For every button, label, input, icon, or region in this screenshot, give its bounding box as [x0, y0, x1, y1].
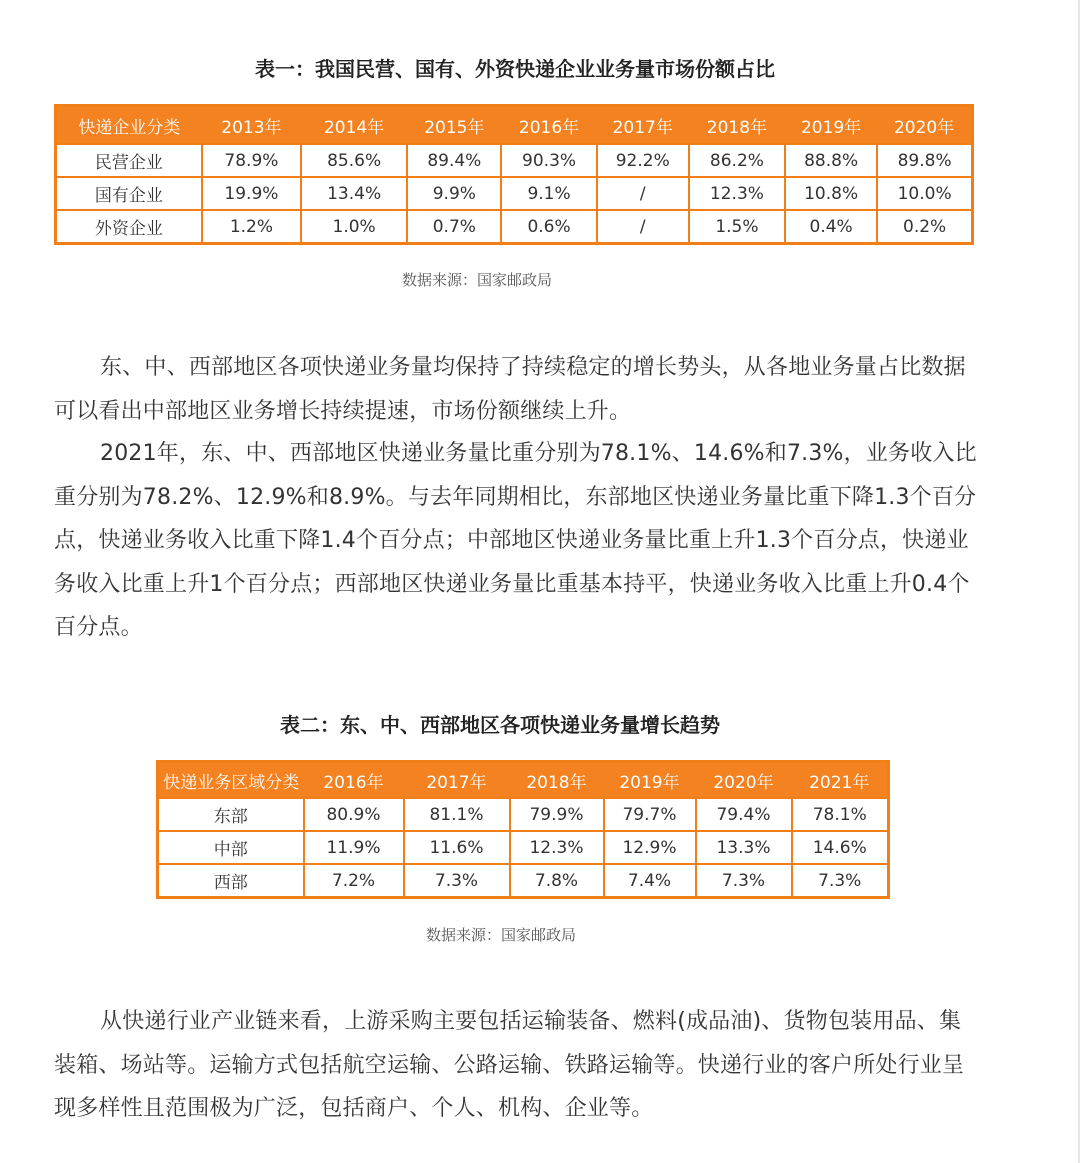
column-header-year: 2017年	[597, 106, 689, 145]
table1-source-note: 数据来源：国家邮政局	[402, 271, 553, 289]
column-header-year: 2016年	[501, 106, 596, 145]
column-header-year: 2018年	[510, 762, 604, 799]
body-paragraph: 从快递行业产业链来看，上游采购主要包括运输装备、燃料(成品油)、货物包装用品、集装箱、场站等。运输方式包括航空运输、公路运输、铁路运输等。快递行业的客户所处行业呈现多样性且范围极为广泛，包括商户、个人、机构、企业等。	[54, 1009, 965, 1121]
column-header-year: 2017年	[404, 762, 510, 799]
column-header-year: 2016年	[304, 762, 404, 799]
column-header-year: 2021年	[792, 762, 889, 799]
table-row	[56, 144, 973, 177]
table-cell: 79.7%	[604, 798, 696, 831]
column-header-year: 2013年	[202, 106, 301, 145]
row-label: 中部	[158, 831, 304, 864]
row-label: 民营企业	[56, 144, 202, 177]
row-label: 东部	[158, 798, 304, 831]
table-cell: 7.4%	[604, 864, 696, 898]
table-cell: 1.5%	[689, 210, 785, 244]
body-paragraph: 2021年，东、中、西部地区快递业务量比重分别为78.1%、14.6%和7.3%，业务收入比重分别为78.2%、12.9%和8.9%。与去年同期相比，东部地区快递业务量比重下降1.3个百分点，快递业务收入比重下降1.4个百分点；中部地区快递业务量比重上升1.3个百分点，快递业务收入比重上升1个百分点；西部地区快递业务量比重基本持平，快递业务收入比重上升0.4个百分点。	[54, 441, 977, 640]
table-cell: 0.7%	[407, 210, 501, 244]
table-cell: 7.2%	[304, 864, 404, 898]
table-cell: 1.2%	[202, 210, 301, 244]
table1-title: 表一：我国民营、国有、外资快递企业业务量市场份额占比	[255, 57, 775, 81]
table-cell: 19.9%	[202, 177, 301, 210]
table-cell: 79.4%	[696, 798, 792, 831]
table-cell: 13.4%	[301, 177, 407, 210]
table-cell: 0.6%	[501, 210, 596, 244]
column-header-category: 快递业务区域分类	[158, 762, 304, 799]
table-cell: 11.6%	[404, 831, 510, 864]
market-share-table	[54, 104, 974, 245]
table-cell: 86.2%	[689, 144, 785, 177]
table-cell: 7.3%	[696, 864, 792, 898]
table-row	[56, 210, 973, 244]
table-cell: 12.9%	[604, 831, 696, 864]
column-header-year: 2019年	[785, 106, 877, 145]
table-row	[56, 177, 973, 210]
table-cell: 11.9%	[304, 831, 404, 864]
table-cell: 9.9%	[407, 177, 501, 210]
table-cell: 7.3%	[404, 864, 510, 898]
table-cell: 85.6%	[301, 144, 407, 177]
table-cell: 14.6%	[792, 831, 889, 864]
table-row	[158, 798, 889, 831]
table2-title: 表二：东、中、西部地区各项快递业务量增长趋势	[280, 713, 720, 737]
table-cell: 88.8%	[785, 144, 877, 177]
column-header-year: 2014年	[301, 106, 407, 145]
table-cell: 92.2%	[597, 144, 689, 177]
column-header-year: 2019年	[604, 762, 696, 799]
table-cell: 10.0%	[877, 177, 972, 210]
table-cell: 13.3%	[696, 831, 792, 864]
table2-source-note: 数据来源：国家邮政局	[426, 926, 577, 944]
table-cell: 7.8%	[510, 864, 604, 898]
table-cell: 81.1%	[404, 798, 510, 831]
row-label: 西部	[158, 864, 304, 898]
table-cell: 12.3%	[510, 831, 604, 864]
column-header-year: 2020年	[877, 106, 972, 145]
column-header-year: 2015年	[407, 106, 501, 145]
table-cell: 90.3%	[501, 144, 596, 177]
table-cell: /	[597, 210, 689, 244]
table-cell: 7.3%	[792, 864, 889, 898]
table-cell: 79.9%	[510, 798, 604, 831]
column-header-category: 快递企业分类	[56, 106, 202, 145]
table-cell: /	[597, 177, 689, 210]
table-cell: 9.1%	[501, 177, 596, 210]
table-row	[158, 864, 889, 898]
table-row	[158, 831, 889, 864]
table-cell: 89.4%	[407, 144, 501, 177]
table-cell: 10.8%	[785, 177, 877, 210]
table-cell: 12.3%	[689, 177, 785, 210]
table-cell: 89.8%	[877, 144, 972, 177]
table-cell: 0.4%	[785, 210, 877, 244]
table-cell: 1.0%	[301, 210, 407, 244]
table-cell: 78.1%	[792, 798, 889, 831]
table-cell: 78.9%	[202, 144, 301, 177]
table-header-row	[56, 106, 973, 145]
body-paragraph: 东、中、西部地区各项快递业务量均保持了持续稳定的增长势头，从各地业务量占比数据可以看出中部地区业务增长持续提速，市场份额继续上升。	[54, 355, 966, 424]
row-label: 外资企业	[56, 210, 202, 244]
column-header-year: 2020年	[696, 762, 792, 799]
regional-trend-table	[156, 760, 890, 899]
table-cell: 80.9%	[304, 798, 404, 831]
row-label: 国有企业	[56, 177, 202, 210]
table-header-row	[158, 762, 889, 799]
column-header-year: 2018年	[689, 106, 785, 145]
table-cell: 0.2%	[877, 210, 972, 244]
